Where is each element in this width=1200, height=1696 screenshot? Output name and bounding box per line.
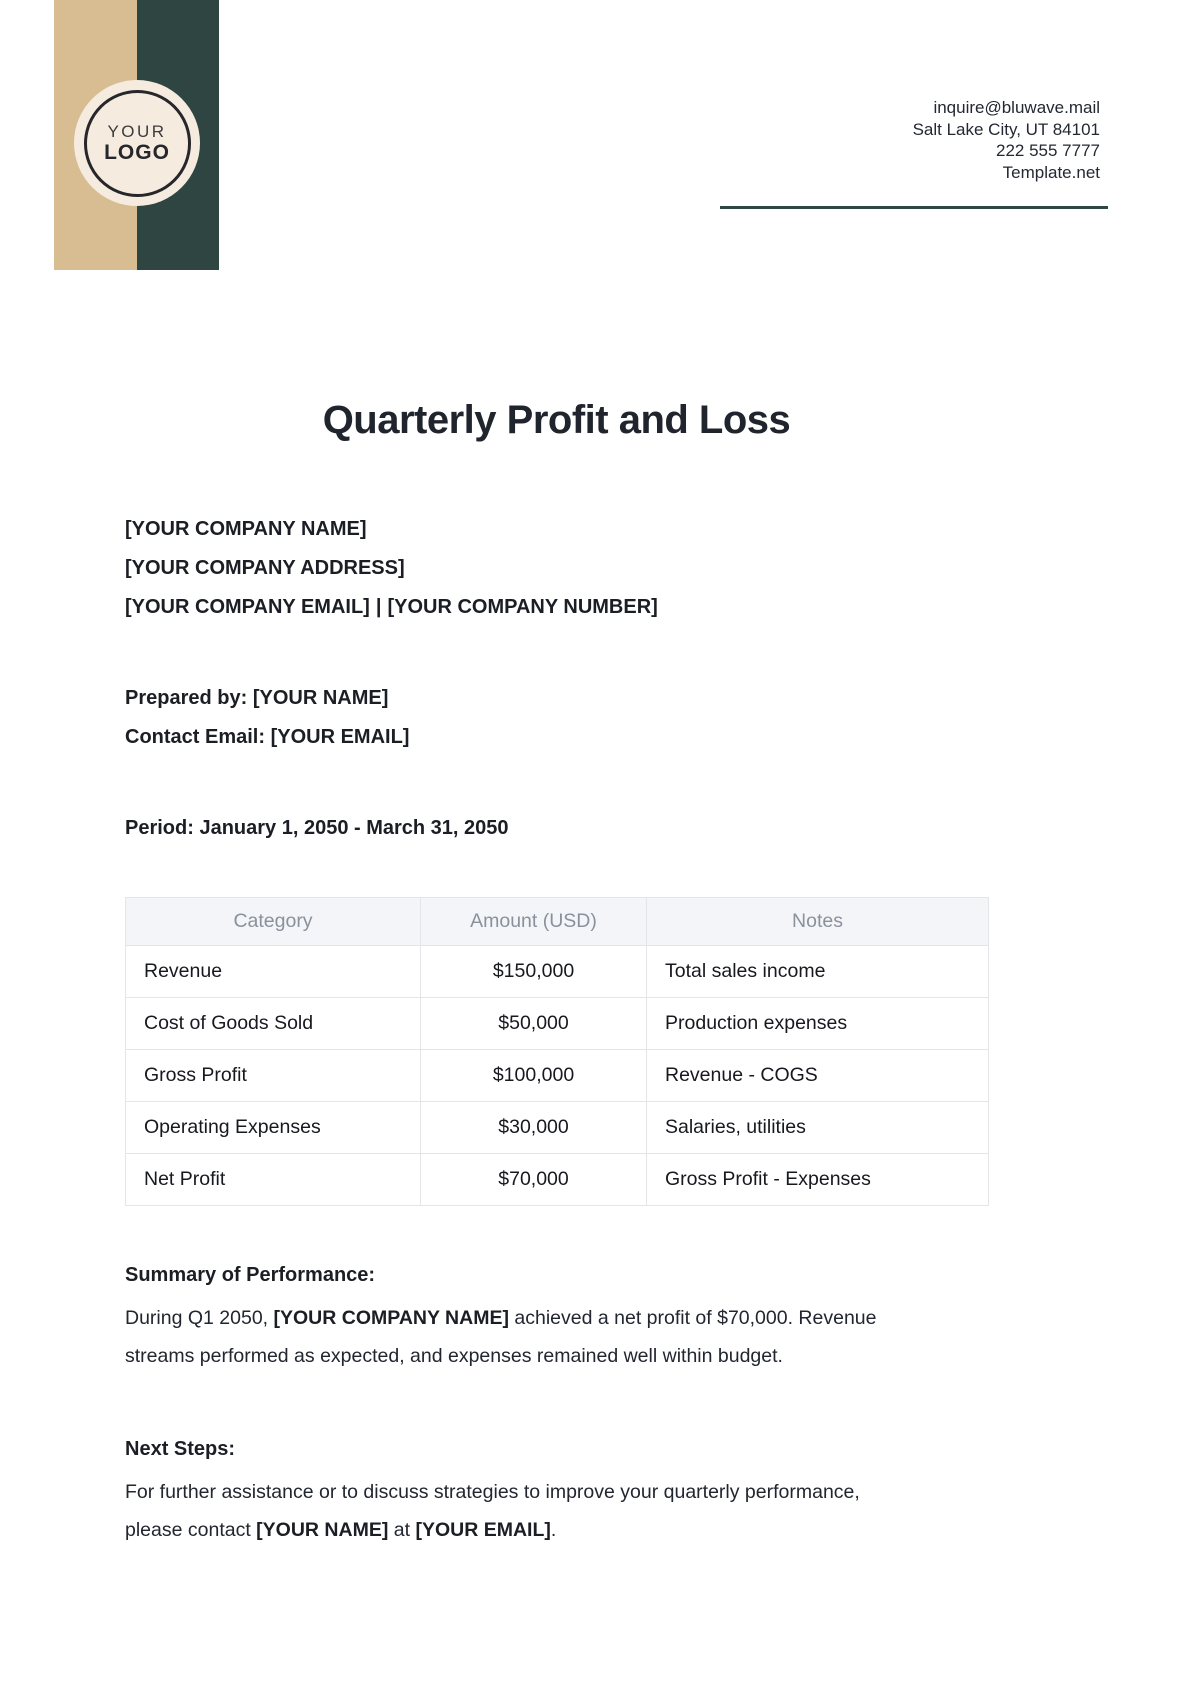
letterhead-address: Salt Lake City, UT 84101 [912, 119, 1100, 139]
separator-pipe: | [375, 596, 382, 618]
cell-category: Net Profit [126, 1154, 421, 1206]
letterhead-email: inquire@bluwave.mail [933, 98, 1100, 117]
profit-loss-table [125, 897, 989, 1206]
next-steps-line-1: For further assistance or to discuss strategies to improve your quarterly performance, [125, 1481, 860, 1503]
next-steps-text: . [550, 1519, 557, 1541]
your-name-inline: [YOUR NAME] [256, 1519, 389, 1541]
company-email-number-line [125, 588, 988, 627]
table-row [126, 1154, 989, 1206]
contact-email-line: Contact Email: [YOUR EMAIL] [125, 726, 410, 748]
next-steps-line-2 [125, 1511, 988, 1549]
table-row [126, 946, 989, 998]
cell-amount: $100,000 [421, 1050, 647, 1102]
cell-amount: $70,000 [421, 1154, 647, 1206]
company-number-placeholder: [YOUR COMPANY NUMBER] [387, 596, 658, 618]
period-line: Period: January 1, 2050 - March 31, 2050 [125, 817, 509, 839]
page-title: Quarterly Profit and Loss [322, 398, 791, 442]
cell-category: Revenue [126, 946, 421, 998]
letterhead-website: Template.net [1002, 162, 1100, 182]
prepared-by-line: Prepared by: [YOUR NAME] [125, 687, 389, 709]
logo-text-logo: LOGO [104, 141, 170, 164]
summary-line-1 [125, 1299, 988, 1337]
cell-notes: Gross Profit - Expenses [647, 1154, 989, 1206]
column-header-category: Category [126, 898, 421, 946]
cell-category: Operating Expenses [126, 1102, 421, 1154]
company-email-placeholder: [YOUR COMPANY EMAIL] [125, 596, 370, 618]
column-header-notes: Notes [647, 898, 989, 946]
summary-line-2: streams performed as expected, and expenses remained well within budget. [125, 1345, 783, 1367]
cell-category: Gross Profit [126, 1050, 421, 1102]
cell-amount: $30,000 [421, 1102, 647, 1154]
table-row [126, 1102, 989, 1154]
letterhead-phone: 222 555 7777 [996, 141, 1100, 160]
summary-paragraph [125, 1299, 988, 1375]
logo-text-your: YOUR [107, 122, 167, 141]
summary-heading: Summary of Performance: [125, 1264, 376, 1286]
company-name-placeholder: [YOUR COMPANY NAME] [125, 518, 367, 540]
table-header-row [126, 898, 989, 946]
company-address-placeholder: [YOUR COMPANY ADDRESS] [125, 557, 405, 579]
company-info-block [125, 510, 988, 627]
summary-section [125, 1256, 988, 1375]
prepared-block [125, 679, 988, 757]
summary-text: During Q1 2050, [125, 1307, 274, 1329]
next-steps-text: at [388, 1519, 416, 1541]
cell-category: Cost of Goods Sold [126, 998, 421, 1050]
table-row [126, 998, 989, 1050]
cell-notes: Total sales income [647, 946, 989, 998]
column-header-amount: Amount (USD) [421, 898, 647, 946]
your-email-inline: [YOUR EMAIL] [415, 1519, 551, 1541]
table-row [126, 1050, 989, 1102]
cell-notes: Revenue - COGS [647, 1050, 989, 1102]
cell-amount: $50,000 [421, 998, 647, 1050]
cell-notes: Salaries, utilities [647, 1102, 989, 1154]
document-body [125, 0, 988, 1549]
next-steps-text: please contact [125, 1519, 257, 1541]
next-steps-section [125, 1430, 988, 1549]
cell-amount: $150,000 [421, 946, 647, 998]
summary-text: achieved a net profit of $70,000. Revenue [508, 1307, 877, 1329]
company-name-inline: [YOUR COMPANY NAME] [273, 1307, 509, 1329]
next-steps-heading: Next Steps: [125, 1438, 236, 1460]
cell-notes: Production expenses [647, 998, 989, 1050]
next-steps-paragraph [125, 1473, 988, 1549]
